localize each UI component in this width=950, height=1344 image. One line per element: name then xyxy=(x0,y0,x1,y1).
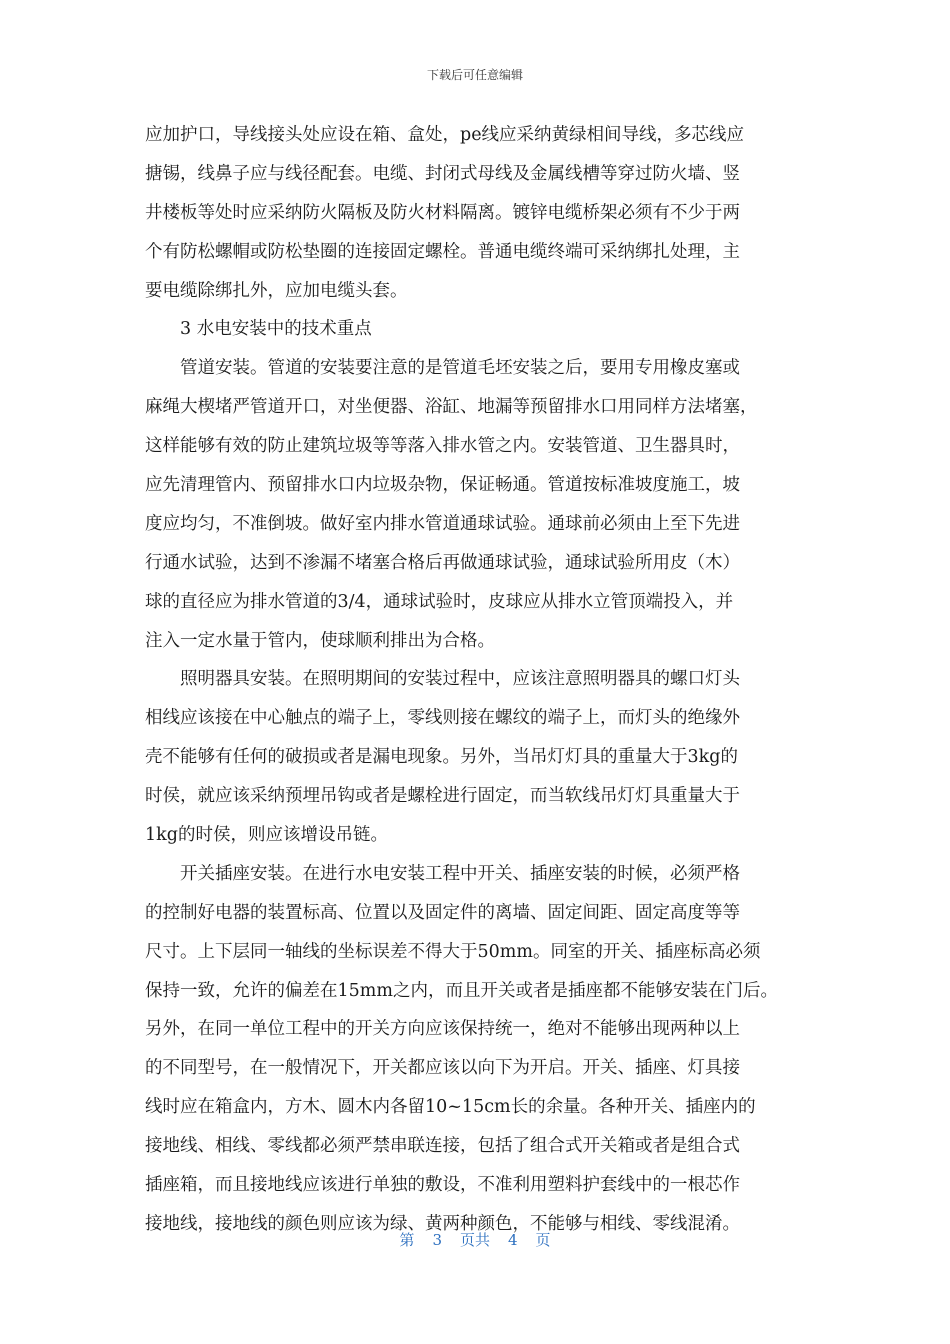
text-line: 度应均匀，不准倒坡。做好室内排水管道通球试验。通球前必须由上至下先进 xyxy=(145,513,740,534)
footer-suffix: 页 xyxy=(535,1231,551,1249)
text-line: 1kg的时侯，则应该增设吊链。 xyxy=(145,825,388,846)
text-line: 的控制好电器的装置标高、位置以及固定件的离墙、固定间距、固定高度等等 xyxy=(145,902,740,923)
text-line: 要电缆除绑扎外，应加电缆头套。 xyxy=(145,280,408,301)
footer-total-pages: 4 xyxy=(508,1231,518,1249)
text-line: 球的直径应为排水管道的3/4，通球试验时，皮球应从排水立管顶端投入，并 xyxy=(145,591,734,612)
text-line: 接地线，接地线的颜色则应该为绿、黄两种颜色，不能够与相线、零线混淆。 xyxy=(145,1213,740,1234)
text-line: 井楼板等处时应采纳防火隔板及防火材料隔离。镀锌电缆桥架必须有不少于两 xyxy=(145,202,740,223)
text-line: 照明器具安装。在照明期间的安装过程中，应该注意照明器具的螺口灯头 xyxy=(180,669,740,690)
text-line: 保持一致，允许的偏差在15mm之内，而且开关或者是插座都不能够安装在门后。 xyxy=(145,980,778,1001)
text-line: 麻绳大楔堵严管道开口，对坐便器、浴缸、地漏等预留排水口用同样方法堵塞， xyxy=(145,397,758,418)
text-line: 线时应在箱盒内，方木、圆木内各留10~15cm长的余量。各种开关、插座内的 xyxy=(145,1097,756,1118)
text-line: 个有防松螺帽或防松垫圈的连接固定螺栓。普通电缆终端可采纳绑扎处理，主 xyxy=(145,241,740,262)
text-line: 的不同型号，在一般情况下，开关都应该以向下为开启。开关、插座、灯具接 xyxy=(145,1058,740,1079)
text-line: 壳不能够有任何的破损或者是漏电现象。另外，当吊灯灯具的重量大于3kg的 xyxy=(145,747,738,768)
text-line: 接地线、相线、零线都必须严禁串联连接，包括了组合式开关箱或者是组合式 xyxy=(145,1136,740,1157)
text-line: 相线应该接在中心触点的端子上，零线则接在螺纹的端子上，而灯头的绝缘外 xyxy=(145,708,740,729)
footer-prefix: 第 xyxy=(399,1231,415,1249)
text-line: 搪锡，线鼻子应与线径配套。电缆、封闭式母线及金属线槽等穿过防火墙、竖 xyxy=(145,163,740,184)
text-line: 应加护口，导线接头处应设在箱、盒处，pe线应采纳黄绿相间导线，多芯线应 xyxy=(145,125,745,145)
text-line: 尺寸。上下层同一轴线的坐标误差不得大于50mm。同室的开关、插座标高必须 xyxy=(145,941,761,962)
page-footer xyxy=(0,1229,950,1250)
text-line: 应先清理管内、预留排水口内垃圾杂物，保证畅通。管道按标准坡度施工，坡 xyxy=(145,475,740,496)
text-line: 管道安装。管道的安装要注意的是管道毛坯安装之后，要用专用橡皮塞或 xyxy=(180,358,740,379)
page-header: 下载后可任意编辑 xyxy=(426,68,523,82)
text-line: 注入一定水量于管内，使球顺利排出为合格。 xyxy=(145,630,495,651)
text-line: 另外，在同一单位工程中的开关方向应该保持统一，绝对不能够出现两种以上 xyxy=(145,1019,740,1040)
text-line: 3 水电安装中的技术重点 xyxy=(180,319,372,340)
text-line: 行通水试验，达到不渗漏不堵塞合格后再做通球试验，通球试验所用皮（木） xyxy=(145,552,740,573)
text-line: 时侯，就应该采纳预埋吊钩或者是螺栓进行固定，而当软线吊灯灯具重量大于 xyxy=(145,786,740,807)
text-line: 插座箱，而且接地线应该进行单独的敷设，不准利用塑料护套线中的一根芯作 xyxy=(145,1175,740,1196)
text-line: 这样能够有效的防止建筑垃圾等等落入排水管之内。安装管道、卫生器具时， xyxy=(145,436,740,457)
footer-middle: 页共 xyxy=(459,1231,490,1249)
document-body xyxy=(145,116,825,1244)
text-line: 开关插座安装。在进行水电安装工程中开关、插座安装的时候，必须严格 xyxy=(180,863,740,884)
footer-page-number: 3 xyxy=(432,1231,442,1249)
